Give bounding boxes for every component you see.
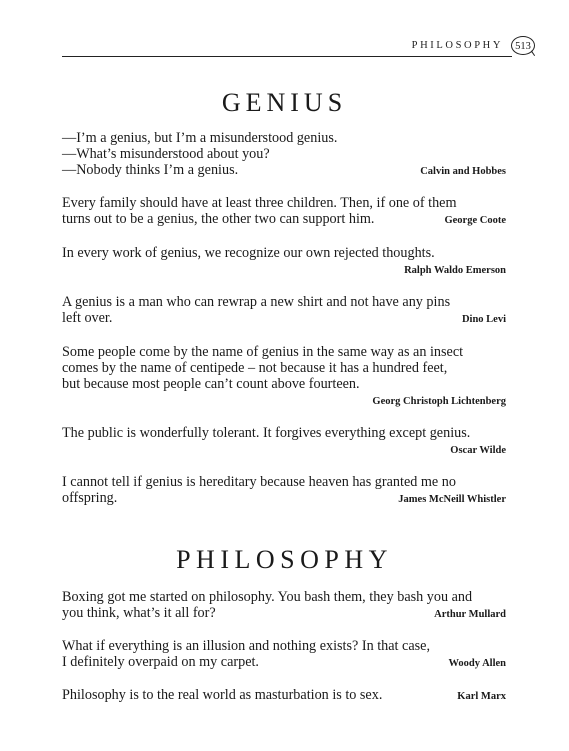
running-header [62,36,535,58]
quote-line: A genius is a man who can rewrap a new shirt and not have any pins [62,294,451,310]
quote-arthur-mullard [62,589,506,621]
quote-line: —I’m a genius, but I’m a misunderstood genius. [62,130,338,146]
quote-author: Ralph Waldo Emerson [404,265,506,276]
quote-calvin-and-hobbes [62,130,506,178]
quote-line: offspring. [62,490,118,506]
quote-line: Boxing got me started on philosophy. You bash them, they bash you and [62,589,473,605]
quote-dino-levi [62,294,506,326]
quote-line: turns out to be a genius, the other two can support him. [62,211,375,227]
quote-author: Karl Marx [457,691,506,702]
section-title-genius: GENIUS [221,88,348,117]
quote-author: Georg Christoph Lichtenberg [372,396,506,407]
quote-woody-allen [62,638,506,670]
quote-line: Every family should have at least three children. Then, if one of them [62,195,457,211]
quote-karl-marx [62,687,506,703]
section-title-philosophy: PHILOSOPHY [176,545,393,574]
quote-line: but because most people can’t count above fourteen. [62,376,360,392]
quote-author: Oscar Wilde [450,445,506,456]
quote-author: George Coote [444,215,506,226]
running-title: PHILOSOPHY [411,40,503,51]
quote-line: you think, what’s it all for? [62,605,216,621]
quote-line: What if everything is an illusion and nothing exists? In that case, [62,638,431,654]
quote-line: —Nobody thinks I’m a genius. [62,162,239,178]
quote-emerson [62,245,506,277]
quote-line: The public is wonderfully tolerant. It forgives everything except genius. [62,425,471,441]
quote-author: Arthur Mullard [434,609,506,620]
quote-line: —What’s misunderstood about you? [62,146,270,162]
quote-line: left over. [62,310,113,326]
quote-george-coote [62,195,506,227]
quote-line: comes by the name of centipede – not because it has a hundred feet, [62,360,448,376]
quote-line: In every work of genius, we recognize our own rejected thoughts. [62,245,435,261]
quote-lichtenberg [62,344,506,408]
quote-whistler [62,474,506,506]
quote-line: I cannot tell if genius is hereditary because heaven has granted me no [62,474,456,490]
quote-author: Calvin and Hobbes [420,166,506,177]
quote-line: Some people come by the name of genius in the same way as an insect [62,344,464,360]
quote-line: Philosophy is to the real world as masturbation is to sex. [62,687,383,703]
quote-line: I definitely overpaid on my carpet. [62,654,259,670]
page-number: 513 [511,36,535,55]
header-rule [62,56,512,57]
quote-oscar-wilde [62,425,506,457]
quote-author: Woody Allen [448,658,506,669]
quote-author: James McNeill Whistler [398,494,506,505]
quote-author: Dino Levi [461,314,506,325]
